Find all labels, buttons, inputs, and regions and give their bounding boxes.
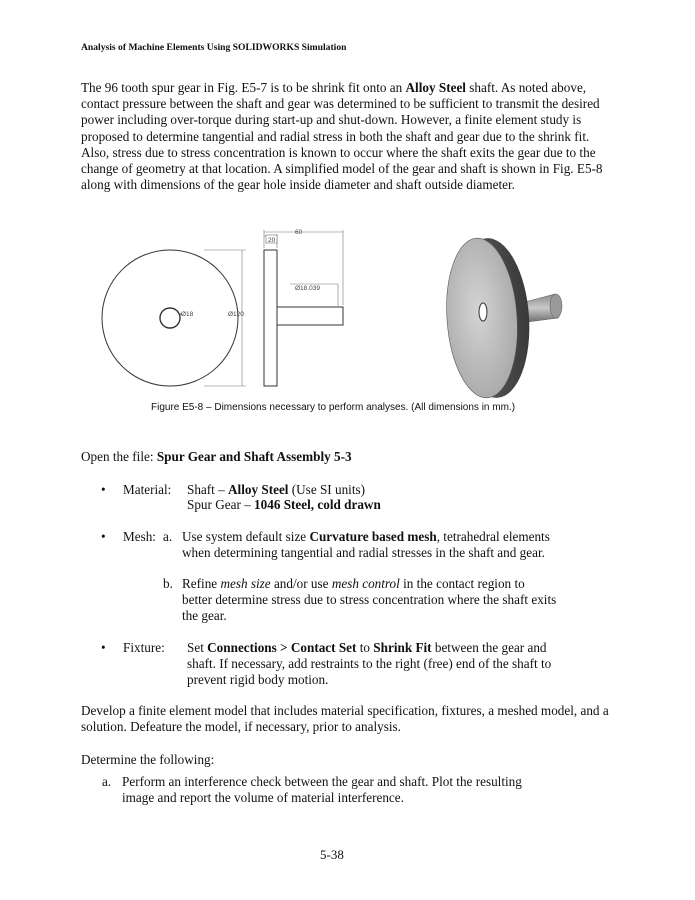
mesh-b-line1: Refine mesh size and/or use mesh control in the contact region to — [182, 576, 525, 591]
mesh-b-line2: better determine stress due to stress concentration where the shaft exits — [182, 592, 557, 607]
gear-shaft-drawing — [80, 220, 580, 400]
dim-20-label: 20 — [268, 237, 276, 244]
shaft-side-rect — [277, 307, 343, 325]
mesh-a-marker: a. — [163, 529, 173, 544]
file-name: Spur Gear and Shaft Assembly 5-3 — [156, 449, 352, 464]
mesh-b-marker: b. — [163, 576, 173, 591]
gear-outer-circle — [102, 250, 238, 386]
mesh-b-line3: the gear. — [182, 608, 227, 623]
page-number: 5-38 — [320, 847, 344, 862]
dim-18-label: Ø18 — [181, 311, 194, 318]
open-file-line: Open the file: Spur Gear and Shaft Assembly 5-3 — [81, 449, 352, 464]
bullet-icon: • — [101, 640, 106, 655]
develop-paragraph: Develop a finite element model that includes material specification, fixtures, a meshed model, and a solution. Defeature the model, if necessary, prior to analysis. — [81, 703, 609, 735]
intro-paragraph: The 96 tooth spur gear in Fig. E5-7 is to be shrink fit onto an Alloy Steel shaft. As noted above, contact pressure between the shaft and gear was determined to be sufficient to transmit the desired power including over-torque during start-up and shut-down. However, a finite element study is proposed to determine tangential and radial stress in both the shaft and gear due to the shrink fit. Also, stress due to stress concentration is known to occur where the shaft exits the gear due to the change of geometry at that location. A simplified model of the gear and shaft is shown in Fig. E5-8 along with dimensions of the gear hole inside diameter and shaft outside diameter. — [81, 80, 603, 193]
bullet-icon: • — [101, 529, 106, 544]
mesh-label: Mesh: — [123, 529, 156, 544]
gear-side-rect — [264, 250, 277, 386]
fixture-line1: Set Connections > Contact Set to Shrink Fit between the gear and — [187, 640, 547, 655]
fixture-line3: prevent rigid body motion. — [187, 672, 329, 687]
figure-e5-8 — [80, 220, 580, 405]
material-label: Material: — [123, 482, 172, 497]
item-a-line1: Perform an interference check between the gear and shaft. Plot the resulting — [122, 774, 522, 789]
gear-hole-circle — [160, 308, 180, 328]
iso-gear-hole — [479, 303, 487, 321]
mesh-a-line2: when determining tangential and radial stresses in the shaft and gear. — [182, 545, 545, 560]
dim-60-label: 60 — [295, 229, 303, 236]
determine-heading: Determine the following: — [81, 752, 215, 767]
item-a-marker: a. — [102, 774, 112, 789]
material-gear: Spur Gear – 1046 Steel, cold drawn — [187, 497, 381, 512]
dim-18039-label: Ø18.039 — [295, 285, 320, 292]
material-shaft: Shaft – Alloy Steel (Use SI units) — [187, 482, 366, 497]
mesh-a-line1: Use system default size Curvature based mesh, tetrahedral elements — [182, 529, 550, 544]
item-a-line2: image and report the volume of material interference. — [122, 790, 404, 805]
dim-120-label: Ø120 — [228, 311, 244, 318]
fixture-label: Fixture: — [123, 640, 165, 655]
running-header: Analysis of Machine Elements Using SOLIDWORKS Simulation — [81, 42, 347, 53]
bullet-icon: • — [101, 482, 106, 497]
figure-caption: Figure E5-8 – Dimensions necessary to perform analyses. (All dimensions in mm.) — [151, 402, 516, 413]
fixture-line2: shaft. If necessary, add restraints to the right (free) end of the shaft to — [187, 656, 552, 671]
